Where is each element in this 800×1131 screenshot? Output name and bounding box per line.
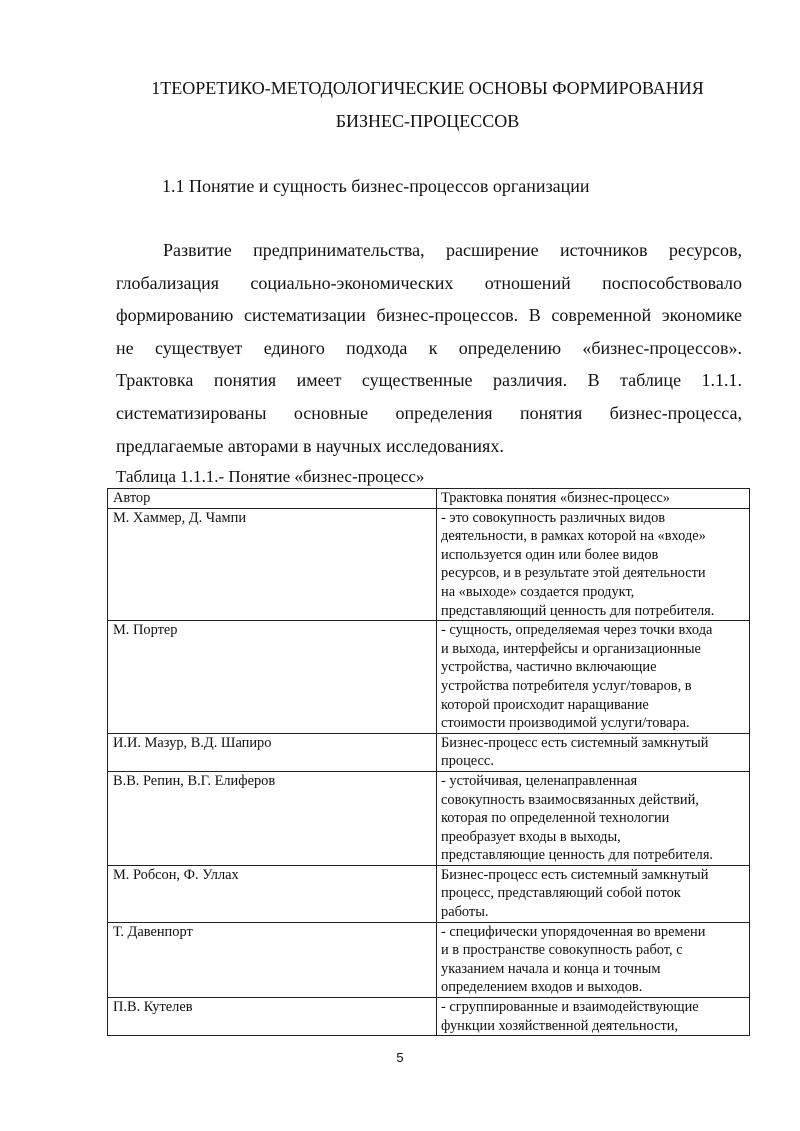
definition-line: представляющие ценность для потребителя. — [441, 847, 714, 864]
header-cell-definition: Трактовка понятия «бизнес-процесс» — [437, 489, 750, 509]
author-cell: М. Робсон, Ф. Уллах — [108, 865, 437, 922]
definition-line: - это совокупность различных видов — [441, 509, 666, 526]
definition-line: - специфически упорядоченная во времени — [441, 923, 706, 940]
definition-line: указанием начала и конца и точным — [441, 960, 661, 977]
definition-line: функции хозяйственной деятельности, — [441, 1017, 679, 1034]
definition-cell — [437, 621, 750, 734]
page-number: 5 — [396, 1050, 404, 1065]
definition-line: процесс. — [441, 753, 494, 770]
table-row — [108, 733, 750, 771]
definition-cell — [437, 733, 750, 771]
definition-line: - сгруппированные и взаимодействующие — [441, 999, 699, 1016]
definition-cell — [437, 998, 750, 1036]
definition-line: которой происходит наращивание — [441, 696, 649, 713]
definition-line: процесс, представляющий собой поток — [441, 885, 681, 902]
table-row — [108, 922, 750, 997]
definition-line: представляющий ценность для потребителя. — [441, 602, 715, 619]
definition-line: устройства потребителя услуг/товаров, в — [441, 677, 692, 694]
definition-line: деятельности, в рамках которой на «входе» — [441, 528, 706, 545]
definition-cell — [437, 922, 750, 997]
definitions-table — [107, 488, 750, 1036]
table-header-row — [108, 489, 750, 509]
paragraph-line: глобализация социально-экономических отношений поспособствовало — [116, 272, 742, 293]
header-cell-author: Автор — [108, 489, 437, 509]
author-cell: И.И. Мазур, В.Д. Шапиро — [108, 733, 437, 771]
section-title: 1.1 Понятие и сущность бизнес-процессов организации — [162, 176, 590, 196]
table-row — [108, 998, 750, 1036]
author-cell: Т. Давенпорт — [108, 922, 437, 997]
definition-line: которая по определенной технологии — [441, 810, 670, 827]
definition-line: определением входов и выходов. — [441, 979, 643, 996]
definition-line: ресурсов, и в результате этой деятельности — [441, 565, 706, 582]
definition-line: стоимости производимой услуги/товара. — [441, 715, 690, 732]
definition-line: на «выходе» создается продукт, — [441, 583, 635, 600]
paragraph-line: не существует единого подхода к определению «бизнес-процессов». — [116, 337, 742, 358]
definition-line: совокупность взаимосвязанных действий, — [441, 791, 699, 808]
author-cell: М. Хаммер, Д. Чампи — [108, 508, 437, 621]
author-cell: В.В. Репин, В.Г. Елиферов — [108, 771, 437, 865]
table-row — [108, 621, 750, 734]
definition-line: и выхода, интерфейсы и организационные — [441, 640, 701, 657]
definition-line: Бизнес-процесс есть системный замкнутый — [441, 734, 709, 751]
paragraph-line: Трактовка понятия имеет существенные различия. В таблице 1.1.1. — [116, 370, 742, 391]
definition-line: и в пространстве совокупность работ, с — [441, 942, 683, 959]
definition-line: устройства, частично включающие — [441, 659, 657, 676]
table-row — [108, 865, 750, 922]
definition-line: используется один или более видов — [441, 546, 659, 563]
definition-line: Бизнес-процесс есть системный замкнутый — [441, 866, 709, 883]
definition-line: преобразует входы в выходы, — [441, 828, 621, 845]
definition-line: - сущность, определяемая через точки входа — [441, 622, 713, 639]
chapter-heading-line-1: 1ТЕОРЕТИКО-МЕТОДОЛОГИЧЕСКИЕ ОСНОВЫ ФОРМИРОВАНИЯ — [151, 78, 704, 98]
definition-line: - устойчивая, целенаправленная — [441, 772, 638, 789]
author-cell: М. Портер — [108, 621, 437, 734]
paragraph-line: предлагаемые авторами в научных исследованиях. — [116, 435, 504, 456]
chapter-heading-line-2: БИЗНЕС-ПРОЦЕССОВ — [335, 111, 520, 131]
author-cell: П.В. Кутелев — [108, 998, 437, 1036]
body-paragraph — [116, 240, 742, 468]
paragraph-line: систематизированы основные определения понятия бизнес-процесса, — [116, 402, 742, 423]
table-row — [108, 508, 750, 621]
definition-cell — [437, 771, 750, 865]
table-caption: Таблица 1.1.1.- Понятие «бизнес-процесс» — [116, 467, 425, 486]
table-row — [108, 771, 750, 865]
definition-line: работы. — [441, 904, 489, 921]
paragraph-line: Развитие предпринимательства, расширение источников ресурсов, — [163, 240, 742, 260]
definition-cell — [437, 508, 750, 621]
paragraph-line: формированию систематизации бизнес-процессов. В современной экономике — [116, 305, 742, 326]
definition-cell — [437, 865, 750, 922]
